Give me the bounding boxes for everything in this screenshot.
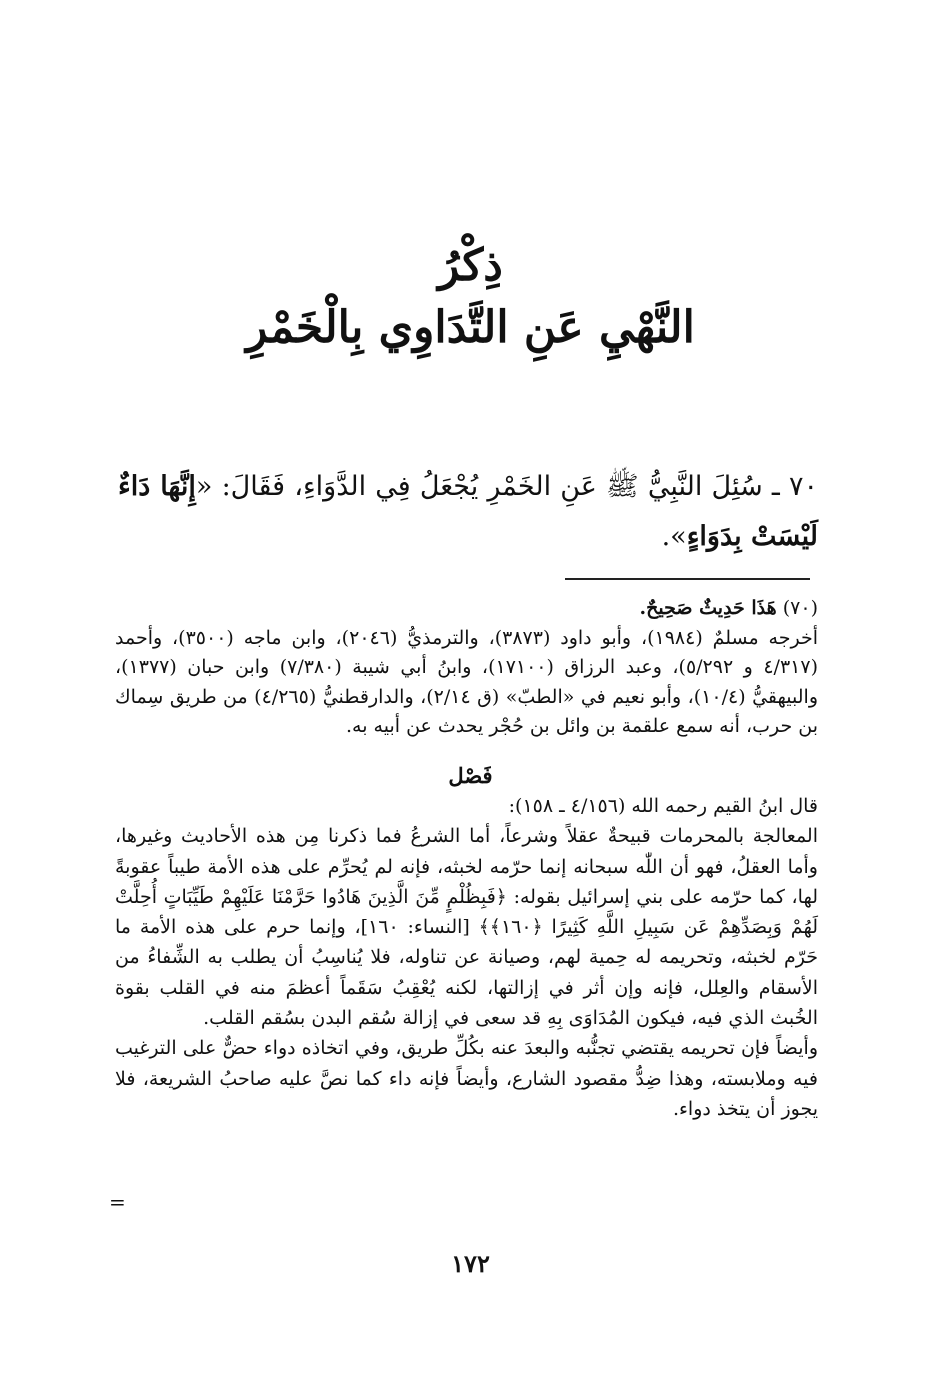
hadith-text-closing: ». — [661, 521, 687, 552]
chapter-heading-dhikr: ذِكْرُ — [438, 240, 503, 291]
commentary-paragraph-1: المعالجة بالمحرمات قبيحةٌ عقلاً وشرعاً، أما الشرعُ فما ذكرنا مِن هذه الأحاديث وغيرها، وأما العقلُ، فهو أن اللّٰه سبحانه إنما حرّمه لخبثه، فإنه لم يُحرِّم على هذه الأمة طيباً عقوبةً لها، كما حرّمه على بني إسرائيل بقوله: ﴿فَبِظُلْمٍ مِّنَ الَّذِينَ هَادُوا حَرَّمْنَا عَلَيْهِمْ طَيِّبَاتٍ أُحِلَّتْ لَهُمْ وَبِصَدِّهِمْ عَن سَبِيلِ اللَّهِ كَثِيرًا ﴿١٦٠﴾﴾ [النساء: ١٦٠]، وإنما حرم على هذه الأمة ما حَرّم لخبثه، وتحريمه له حِمية لهم، وصيانة عن تناوله، فلا يُناسِبُ أن يطلب به الشِّفاءُ من الأسقام والعِلل، فإنه وإن أثر في إزالتها، لكنه يُعْقِبُ سَقَماً أعظمَ منه في القلب بقوة الخُبث الذي فيه، فيكون المُدَاوَى بِهِ قد سعى في إزالة سُقم البدن بسُقم القلب. — [115, 825, 818, 1030]
hadith-text — [118, 462, 818, 562]
commentary-source: قال ابنُ القيم رحمه الله (٤/١٥٦ ـ ١٥٨): — [508, 795, 818, 817]
page-number: ١٧٢ — [451, 1249, 490, 1278]
hadith-text-prophetic-saying: إِنَّهَا دَاءٌ لَيْسَتْ بِدَوَاءٍ — [118, 471, 818, 552]
footnote-takhrij-block — [115, 594, 818, 742]
footnote-commentary-block — [115, 791, 818, 1124]
footnote-grading: هَذَا حَدِيثٌ صَحِيحٌ. — [639, 597, 777, 619]
footnote-takhrij: أخرجه مسلمٌ (١٩٨٤)، وأبو داود (٣٨٧٣)، والترمذيُّ (٢٠٤٦)، وابن ماجه (٣٥٠٠)، وأحمد (٤/٣١٧ و ٥/٢٩٢)، وعبد الرزاق (١٧١٠٠)، وابنُ أبي شيبة (٧/٣٨٠) وابن حبان (١٣٧٧)، والبيهقيُّ (١٠/٤)، وأبو نعيم في «الطبّ» (ق ٢/١٤)، والدارقطنيُّ (٤/٢٦٥) من طريق سِماك بن حرب، أنه سمع علقمة بن وائل بن حُجْر يحدث عن أبيه به. — [115, 626, 818, 738]
hadith-text-intro: ٧٠ ـ سُئِلَ النَّبِيُّ ﷺ عَنِ الخَمْرِ يُجْعَلُ فِي الدَّوَاءِ، فَقَالَ: « — [195, 471, 818, 502]
continuation-mark: = — [109, 1190, 126, 1214]
footnote-separator — [565, 578, 810, 580]
section-title-fasl: فَصْل — [448, 763, 493, 788]
commentary-paragraph-2: وأيضاً فإن تحريمه يقتضي تجنُّبه والبعدَ عنه بكُلِّ طريق، وفي اتخاذه دواء حضٌّ على الترغيب فيه وملابسته، وهذا ضِدُّ مقصود الشارع، وأيضاً فإنه داء كما نصَّ عليه صاحبُ الشريعة، فلا يجوز أن يتخذ دواء. — [115, 1037, 818, 1120]
footnote-grading-line — [115, 594, 818, 624]
footnote-number: (٧٠) — [782, 597, 818, 619]
chapter-heading-title: النَّهْيِ عَنِ التَّدَاوِي بِالْخَمْرِ — [246, 302, 695, 353]
